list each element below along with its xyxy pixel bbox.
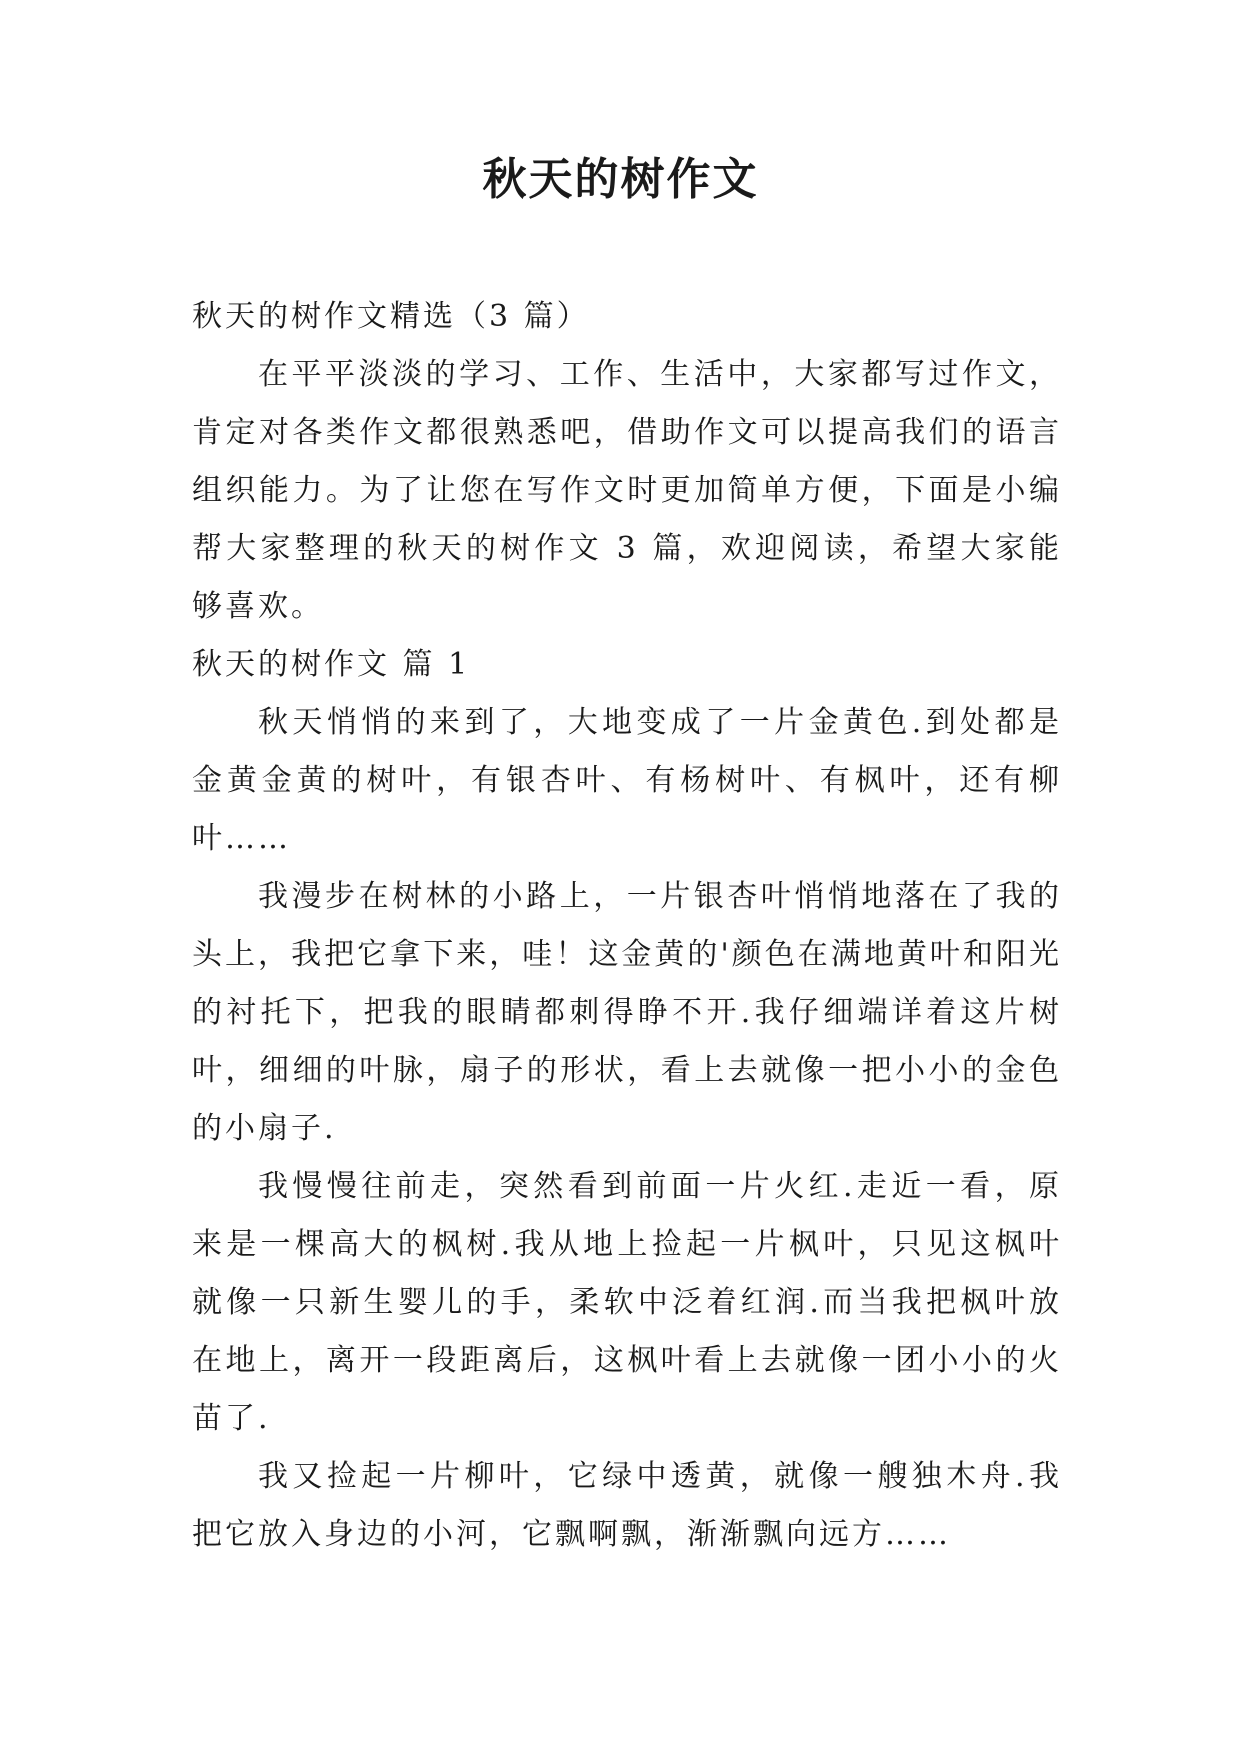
body-paragraph-4: 我又捡起一片柳叶，它绿中透黄，就像一艘独木舟.我把它放入身边的小河，它飘啊飘，渐渐飘向远方…… xyxy=(192,1459,1062,1552)
body-paragraph-2: 我漫步在树林的小路上，一片银杏叶悄悄地落在了我的头上，我把它拿下来，哇！这金黄的'颜色在满地黄叶和阳光的衬托下，把我的眼睛都刺得睁不开.我仔细端详着这片树叶，细细的叶脉，扇子的形状，看上去就像一把小小的金色的小扇子. xyxy=(192,879,1062,1146)
body-paragraph-1: 秋天悄悄的来到了，大地变成了一片金黄色.到处都是金黄金黄的树叶，有银杏叶、有杨树叶、有枫叶，还有柳叶…… xyxy=(192,705,1062,856)
body-paragraph-3: 我慢慢往前走，突然看到前面一片火红.走近一看，原来是一棵高大的枫树.我从地上捡起一片枫叶，只见这枫叶就像一只新生婴儿的手，柔软中泛着红润.而当我把枫叶放在地上，离开一段距离后，这枫叶看上去就像一团小小的火苗了. xyxy=(192,1169,1062,1436)
document-title: 秋天的树作文 xyxy=(482,154,759,205)
section-heading: 秋天的树作文 篇 1 xyxy=(192,647,471,682)
document-body xyxy=(192,288,1062,1564)
document-subtitle: 秋天的树作文精选（3 篇） xyxy=(192,299,590,334)
intro-paragraph: 在平平淡淡的学习、工作、生活中，大家都写过作文，肯定对各类作文都很熟悉吧，借助作文可以提高我们的语言组织能力。为了让您在写作文时更加简单方便，下面是小编帮大家整理的秋天的树作文 3 篇，欢迎阅读，希望大家能够喜欢。 xyxy=(192,357,1062,624)
